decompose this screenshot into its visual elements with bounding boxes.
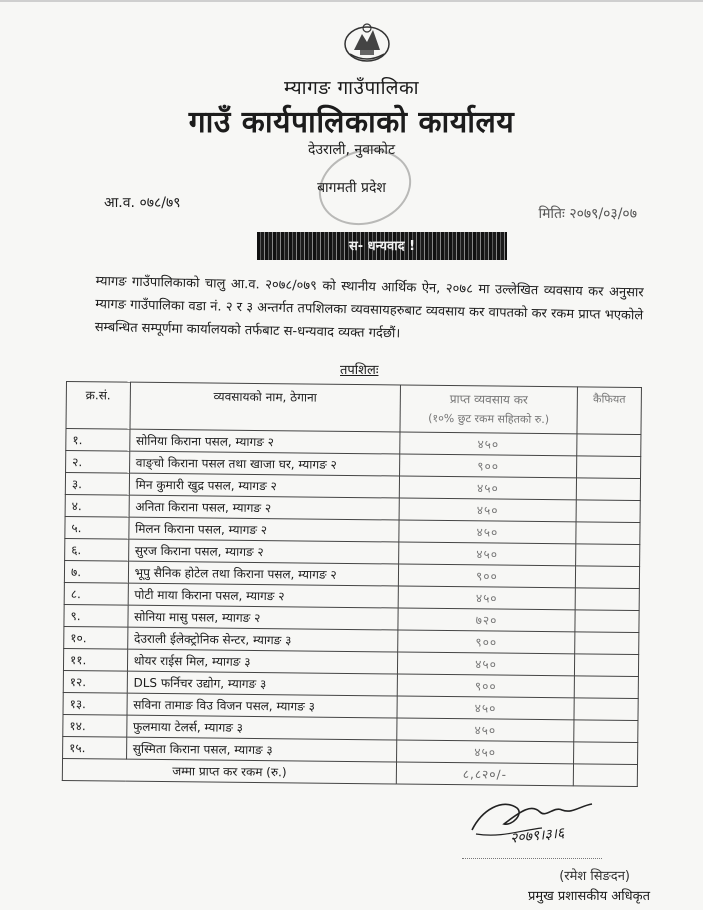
row-business-name: सोनिया मासु पसल, म्यागङ २ [128,605,399,630]
row-remarks [575,588,639,611]
office-title: गाउँ कार्यपालिकाको कार्यालय [188,105,515,140]
row-amount: ४५० [399,498,576,522]
row-amount: ७२० [398,608,575,632]
row-amount: ४५० [397,718,574,742]
row-amount: ४५० [397,740,574,764]
row-sn: २. [66,451,130,474]
row-amount: ४५० [397,696,574,720]
header-name: व्यवसायको नाम, ठेगाना [130,382,401,432]
header-remarks: कैफियत [577,387,642,435]
fiscal-year: आ.व. ०७८/७९ [104,195,181,211]
province-name: बागमती प्रदेश [317,180,386,196]
body-paragraph: म्यागङ गाउँपालिकाको चालु आ.व. २०७८/०७९ को स्थानीय आर्थिक ऐन, २०७८ मा उल्लेखित व्यवसाय कर अनुसार म्यागङ गाउँपालिका वडा नं. २ र ३ अन्तर्गत तपशिलका व्यवसायहरुबाट व्यवसाय कर वापतको कर रकम प्राप्त भएकोले सम्बन्धित सम्पूर्णमा कार्यालयको तर्फबाट स-धन्यवाद व्यक्त गर्दछौं। [94,273,644,342]
header-amount-main: प्राप्त व्यवसाय कर [449,392,528,407]
total-amount: ८,८२०/- [396,762,573,786]
table-body [63,429,641,765]
row-amount: ९०० [400,454,577,478]
row-remarks [576,500,640,523]
row-remarks [576,478,640,501]
header-amount-sub: (१०% छुट रकम सहितको रु.) [428,411,550,427]
signatory-name: (रमेश सिङदन) [559,869,630,884]
row-sn: ६. [65,538,129,561]
row-amount: ९०० [397,674,574,698]
municipality-name: म्यागङ गाउँपालिका [283,77,419,99]
row-amount: ४५० [397,652,574,676]
row-business-name: अनिता किराना पसल, म्यागङ २ [129,495,400,520]
row-amount: ९०० [398,630,575,654]
row-sn: १. [66,429,130,452]
row-amount: ४५० [399,520,576,544]
row-sn: १४. [63,714,127,737]
row-business-name: मिन कुमारी खुद्र पसल, म्यागङ २ [129,473,400,498]
row-business-name: DLS फर्निचर उद्योग, म्यागङ ३ [127,671,398,696]
row-business-name: वाङ्चो किराना पसल तथा खाजा घर, म्यागङ २ [129,451,400,476]
row-sn: ११. [63,648,127,671]
row-sn: ३. [65,473,129,496]
row-business-name: भूपु सैनिक होटेल तथा किराना पसल, म्यागङ २ [128,561,399,586]
row-remarks [577,434,641,457]
row-sn: ४. [65,494,129,517]
nepal-emblem-icon [342,20,392,64]
annex-label: तपशिलः [340,363,379,378]
office-location: देउराली, नुवाकोट [307,142,396,158]
row-business-name: सोनिया किराना पसल, म्यागङ २ [129,429,400,454]
signature-date: २०७९।३।६ [509,825,566,847]
row-remarks [574,720,638,743]
row-business-name: फुलमाया टेलर्स, म्यागङ ३ [126,715,397,740]
header-amount [400,385,577,434]
row-amount: ४५० [399,476,576,500]
row-amount: ४५० [400,432,577,456]
row-sn: ५. [65,516,129,539]
letter-date: मितिः २०७९/०३/०७ [538,206,637,222]
row-sn: ७. [64,560,128,583]
table-header-row [66,382,641,435]
row-amount: ९०० [398,564,575,588]
row-business-name: देउराली ईलेक्ट्रोनिक सेन्टर, म्यागङ ३ [127,627,398,652]
row-remarks [575,610,639,633]
row-business-name: पोटी माया किराना पसल, म्यागङ २ [128,583,399,608]
subject-text: स- धन्यवाद ! [348,239,416,254]
row-business-name: थोयर राईस मिल, म्यागङ ३ [127,649,398,674]
row-remarks [574,654,638,677]
row-remarks [576,544,640,567]
signature-line [462,858,602,859]
tax-table [62,381,642,787]
row-business-name: सविना तामाङ विउ विजन पसल, म्यागङ ३ [127,693,398,718]
row-remarks [576,456,640,479]
row-business-name: सुस्मिता किराना पसल, म्यागङ ३ [126,737,397,762]
row-amount: ४५० [398,586,575,610]
row-remarks [575,566,639,589]
row-remarks [574,676,638,699]
total-remarks [573,764,637,787]
row-sn: १५. [63,736,127,759]
signatory-title: प्रमुख प्रशासकीय अधिकृत [527,889,650,904]
row-sn: १०. [64,626,128,649]
row-remarks [573,742,637,765]
row-business-name: सुरज किराना पसल, म्यागङ २ [128,539,399,564]
header-sn: क्र.सं. [66,382,130,430]
total-label: जम्मा प्राप्त कर रकम (रु.) [62,758,396,783]
row-sn: ९. [64,604,128,627]
row-sn: १२. [63,670,127,693]
row-amount: ४५० [399,542,576,566]
row-remarks [575,632,639,655]
total-row [62,758,637,786]
row-sn: १३. [63,692,127,715]
scan-edge [0,0,703,2]
row-remarks [574,698,638,721]
row-sn: ८. [64,582,128,605]
row-business-name: मिलन किराना पसल, म्यागङ २ [129,517,400,542]
row-remarks [576,522,640,545]
